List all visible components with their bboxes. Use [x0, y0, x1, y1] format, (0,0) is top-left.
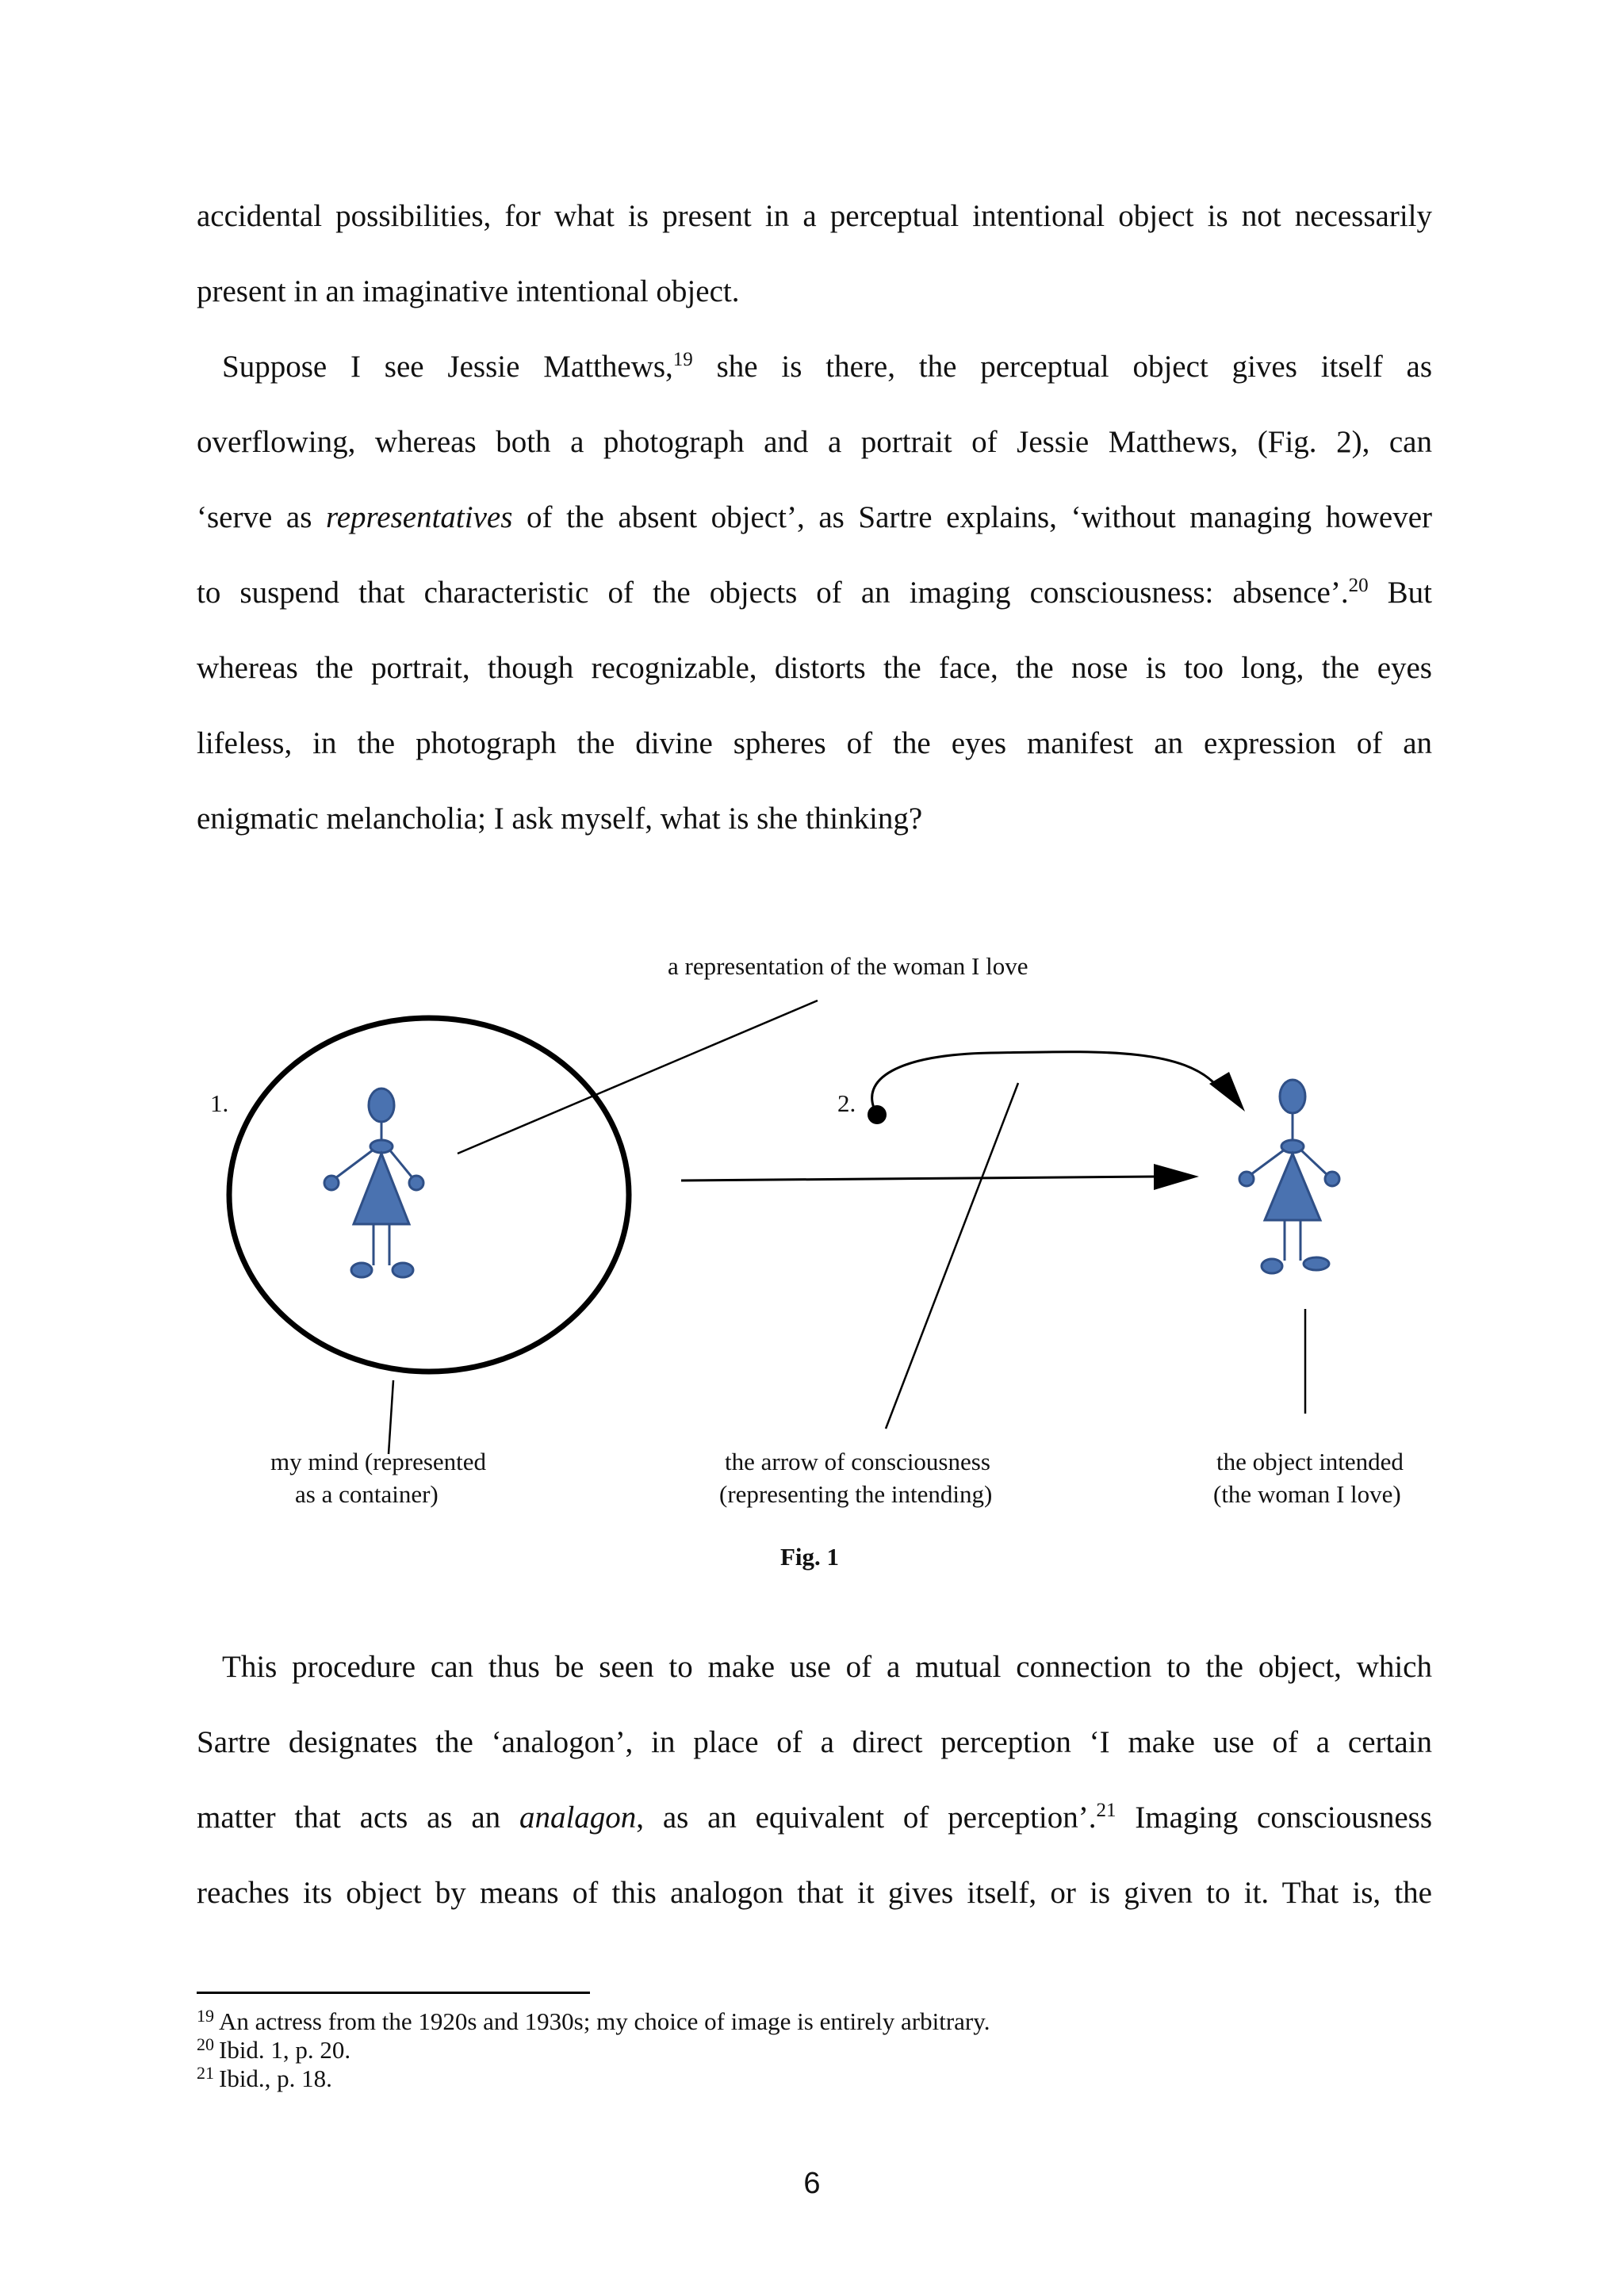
paragraph-line: enigmatic melancholia; I ask myself, what is she thinking?: [197, 802, 923, 836]
pointer-line-mind: [389, 1380, 393, 1454]
curved-arrow: [872, 1052, 1217, 1115]
paragraph-continuation: [197, 178, 1432, 329]
label-object-line2: (the woman I love): [1213, 1480, 1401, 1508]
paragraph-line: reaches its object by means of this analogon that it gives itself, or is given to it. That is, the: [197, 1876, 1432, 1910]
footnote-19: $^{19}$ An actress from the 1920s and 1930s; my choice of image is entirely arbitrary.: [197, 2006, 990, 2035]
figure-caption: Fig. 1: [780, 1543, 840, 1571]
paragraph-line: matter that acts as an analagon, as an equivalent of perception’.$^{21}$ Imaging consciousness: [197, 1800, 1432, 1835]
paragraph-analogon: [197, 1629, 1432, 1931]
pointer-line-arrow: [886, 1083, 1018, 1429]
main-arrow-head: [1154, 1164, 1199, 1190]
figure-1-diagram: [0, 936, 1624, 1586]
curved-arrow-head: [1209, 1072, 1245, 1112]
marker-2: 2.: [837, 1089, 856, 1117]
marker-1: 1.: [210, 1089, 229, 1117]
paragraph-line: Suppose I see Jessie Matthews,$^{19}$ she is there, the perceptual object gives itself as: [222, 349, 1432, 384]
footnote-ref-19: 19: [672, 349, 693, 370]
paragraph-line: to suspend that characteristic of the objects of an imaging consciousness: absence’.$^{20}$ But: [197, 575, 1432, 610]
main-arrow-shaft: [681, 1177, 1158, 1181]
label-mind-line1: my mind (represented: [270, 1448, 487, 1475]
footnote-21: $^{21}$ Ibid., p. 18.: [197, 2063, 332, 2092]
woman-figure-object: [1239, 1080, 1339, 1273]
label-representation: a representation of the woman I love: [668, 952, 1028, 980]
label-arrow-line2: (representing the intending): [719, 1480, 993, 1508]
paragraph-line: accidental possibilities, for what is present in a perceptual intentional object is not necessarily: [197, 199, 1432, 233]
woman-figure-representation: [324, 1089, 423, 1277]
paragraph-line: This procedure can thus be seen to make use of a mutual connection to the object, which: [222, 1650, 1432, 1684]
label-mind-line2: as a container): [295, 1480, 439, 1508]
label-arrow-line1: the arrow of consciousness: [725, 1448, 990, 1475]
paragraph-line: overflowing, whereas both a photograph and a portrait of Jessie Matthews, (Fig. 2), can: [197, 425, 1432, 459]
footnote-separator: [197, 1992, 590, 1994]
paragraph-line: Sartre designates the ‘analogon’, in place of a direct perception ‘I make use of a certain: [197, 1725, 1432, 1759]
paragraph-line: whereas the portrait, though recognizable, distorts the face, the nose is too long, the eyes: [197, 651, 1432, 685]
footnote-ref-21: 21: [1096, 1800, 1116, 1821]
paragraph-line: lifeless, in the photograph the divine spheres of the eyes manifest an expression of an: [197, 726, 1432, 760]
paragraph-jessie-matthews: [197, 329, 1432, 856]
pointer-line-representation: [458, 1001, 818, 1154]
page-number: 6: [803, 2167, 821, 2200]
paragraph-line: present in an imaginative intentional object.: [197, 274, 740, 308]
label-object-line1: the object intended: [1216, 1448, 1404, 1475]
paragraph-line: ‘serve as representatives of the absent object’, as Sartre explains, ‘without managing however: [197, 500, 1432, 534]
footnote-ref-20: 20: [1348, 575, 1369, 596]
mind-container-circle: [229, 1018, 629, 1372]
footnote-20: $^{20}$ Ibid. 1, p. 20.: [197, 2034, 351, 2064]
